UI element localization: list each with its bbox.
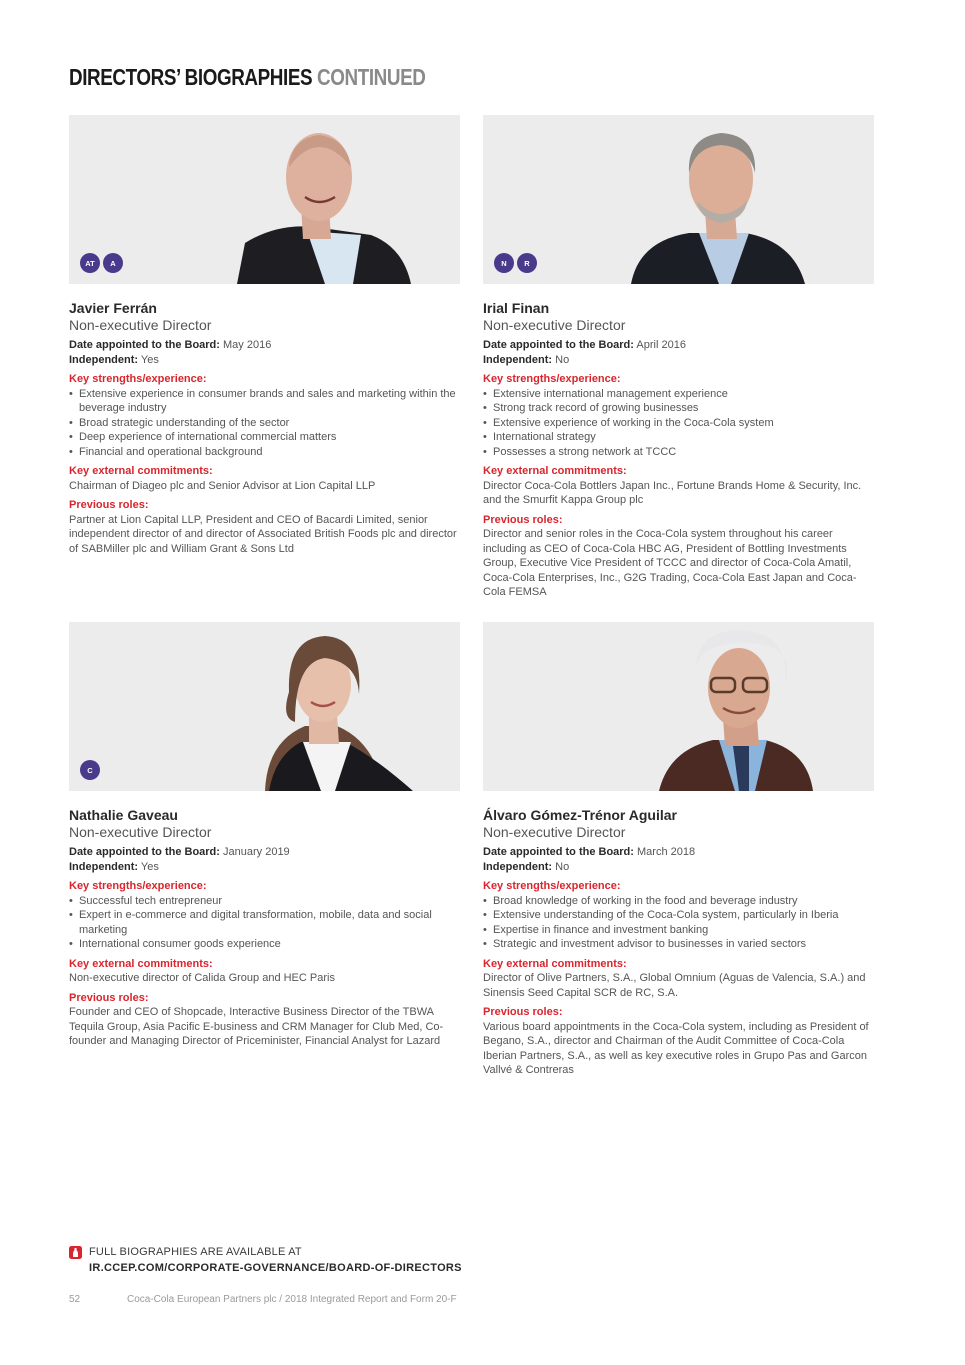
commitments-heading: Key external commitments: [69, 465, 213, 477]
committee-badge: C [80, 760, 100, 780]
list-item: • Successful tech entrepreneur [69, 894, 460, 909]
committee-badge: A [103, 253, 123, 273]
previous-roles-text: Director and senior roles in the Coca-Cola system throughout his career including as CEO of Coca-Cola HBC AG, President of Bottling Investments Group, Executive Vice President of TCCC and director of Coca-Cola Amatil, Coca-Cola Enterprises, Inc., G2G Trading, Coca-Cola East Japan and Coca-Cola FEMSA [483, 528, 857, 598]
director-photo [483, 115, 874, 284]
previous-roles-heading: Previous roles: [483, 513, 563, 526]
director-card [69, 115, 460, 556]
director-role: Non-executive Director [69, 824, 212, 840]
director-name: Javier Ferrán [69, 300, 157, 316]
committee-badges [80, 760, 100, 780]
independent-status: Independent: Yes [69, 860, 159, 873]
page-title-main: DIRECTORS’ BIOGRAPHIES [69, 64, 313, 90]
strengths-heading: Key strengths/experience: [483, 373, 621, 385]
page-title-suffix: CONTINUED [317, 64, 426, 90]
list-item: • Extensive understanding of the Coca-Cola system, particularly in Iberia [483, 908, 874, 923]
strengths-list [69, 894, 460, 952]
commitments-heading: Key external commitments: [69, 957, 213, 970]
bottle-icon [69, 1246, 82, 1259]
page-footer-text: Coca-Cola European Partners plc / 2018 Integrated Report and Form 20-F [127, 1294, 457, 1305]
date-appointed: Date appointed to the Board: April 2016 [483, 339, 686, 351]
list-item: • Extensive international management experience [483, 387, 874, 402]
director-name: Nathalie Gaveau [69, 807, 178, 823]
full-biographies-label: FULL BIOGRAPHIES ARE AVAILABLE AT [89, 1246, 302, 1258]
strengths-list [69, 387, 460, 460]
independent-status: Independent: Yes [69, 353, 159, 366]
strengths-heading: Key strengths/experience: [69, 880, 207, 892]
independent-status: Independent: No [483, 860, 570, 873]
previous-roles-heading: Previous roles: [69, 499, 149, 511]
director-photo [69, 115, 460, 284]
director-photo [483, 622, 874, 791]
director-card [69, 622, 460, 1049]
previous-roles-text: Partner at Lion Capital LLP, President and CEO of Bacardi Limited, senior independent director of and director of Associated British Foods plc and director of SABMiller plc and William Grant & Sons Ltd [69, 513, 457, 555]
portrait-image [483, 115, 874, 284]
list-item: • Broad knowledge of working in the food and beverage industry [483, 894, 874, 909]
director-card [483, 622, 874, 1078]
director-name: Irial Finan [483, 300, 550, 316]
date-appointed: Date appointed to the Board: May 2016 [69, 339, 272, 351]
committee-badges [494, 253, 537, 273]
previous-roles-text: Founder and CEO of Shopcade, Interactive Business Director of the TBWA Tequila Group, Asia Pacific E-business and CRM Manager for Club Med, Co-founder and Managing Director of Priceminister, Financial Analyst for Lazard [69, 1006, 444, 1047]
previous-roles-heading: Previous roles: [483, 1006, 563, 1018]
list-item: • Broad strategic understanding of the sector [69, 416, 460, 431]
director-role: Non-executive Director [483, 824, 626, 840]
date-appointed: Date appointed to the Board: March 2018 [483, 846, 696, 858]
list-item: • Extensive experience of working in the Coca-Cola system [483, 416, 874, 431]
strengths-heading: Key strengths/experience: [69, 373, 207, 385]
list-item: • Extensive experience in consumer brands and sales and marketing within the beverage industry [69, 387, 460, 416]
list-item: • Expert in e-commerce and digital transformation, mobile, data and social marketing [69, 908, 460, 937]
independent-status: Independent: No [483, 353, 570, 366]
portrait-image [69, 115, 460, 284]
commitments-heading: Key external commitments: [483, 957, 627, 970]
director-photo [69, 622, 460, 791]
strengths-list [483, 387, 874, 460]
list-item: • Financial and operational background [69, 445, 460, 460]
list-item: • International consumer goods experience [69, 937, 460, 952]
previous-roles-heading: Previous roles: [69, 991, 149, 1004]
list-item: • Possesses a strong network at TCCC [483, 445, 874, 460]
previous-roles-text: Various board appointments in the Coca-Cola system, including as President of Begano, S.A., director and Chairman of the Audit Committee of Coca-Cola Iberian Partners, S.A., as well as key executive roles in Grupo Pas and Garcon Vallvé & Contreras [483, 1020, 869, 1076]
commitments-text: Chairman of Diageo plc and Senior Advisor at Lion Capital LLP [69, 479, 376, 492]
board-of-directors-link[interactable]: IR.CCEP.COM/CORPORATE-GOVERNANCE/BOARD-OF-DIRECTORS [89, 1262, 462, 1274]
director-name: Álvaro Gómez-Trénor Aguilar [483, 807, 677, 823]
commitments-text: Director of Olive Partners, S.A., Global Omnium (Aguas de Valencia, S.A.) and Sinensis Seed Capital SCR de RC, S.A. [483, 972, 866, 999]
portrait-image [69, 622, 460, 791]
strengths-list [483, 894, 874, 952]
list-item: • Strategic and investment advisor to businesses in varied sectors [483, 937, 874, 952]
committee-badge: R [517, 253, 537, 273]
director-role: Non-executive Director [69, 317, 212, 333]
list-item: • Expertise in finance and investment banking [483, 923, 874, 938]
director-card [483, 115, 874, 600]
commitments-text: Director Coca-Cola Bottlers Japan Inc., Fortune Brands Home & Security, Inc. and the Smurfit Kappa Group plc [483, 479, 862, 506]
list-item: • International strategy [483, 430, 874, 445]
strengths-heading: Key strengths/experience: [483, 880, 621, 892]
commitments-text: Non-executive director of Calida Group and HEC Paris [69, 972, 335, 984]
page-title [69, 64, 425, 91]
commitments-heading: Key external commitments: [483, 465, 627, 477]
list-item: • Strong track record of growing businesses [483, 401, 874, 416]
committee-badge: AT [80, 253, 100, 273]
committee-badges [80, 253, 123, 273]
portrait-image [483, 622, 874, 791]
date-appointed: Date appointed to the Board: January 2019 [69, 846, 290, 858]
director-role: Non-executive Director [483, 317, 626, 333]
page-number: 52 [69, 1294, 81, 1305]
committee-badge: N [494, 253, 514, 273]
list-item: • Deep experience of international commercial matters [69, 430, 460, 445]
